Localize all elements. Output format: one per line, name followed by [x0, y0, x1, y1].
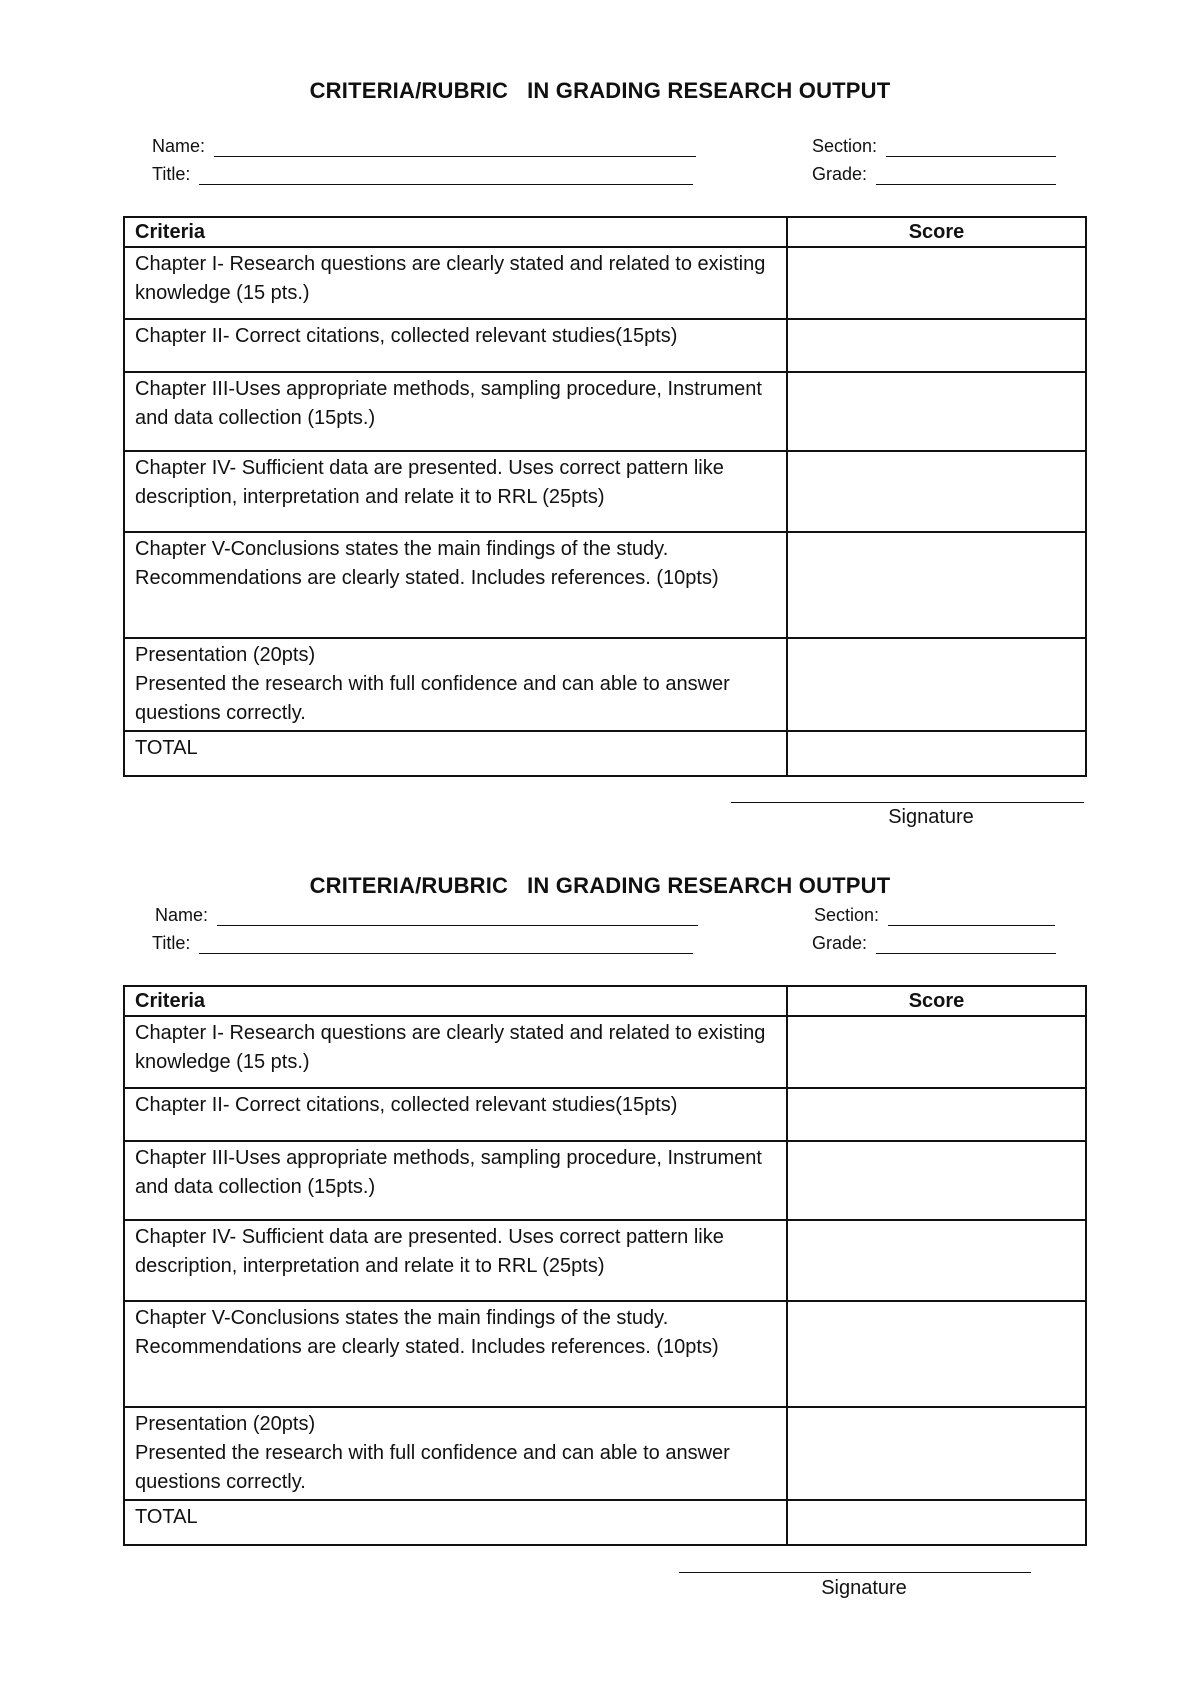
- signature-line[interactable]: [731, 802, 1084, 803]
- score-cell[interactable]: [787, 372, 1086, 451]
- presentation-heading: Presentation (20pts): [135, 1413, 316, 1435]
- criteria-cell: Chapter III-Uses appropriate methods, sampling procedure, Instrument and data collection (15pts.): [124, 372, 787, 451]
- score-cell[interactable]: [787, 1088, 1086, 1141]
- presentation-text: Presented the research with full confidence and can able to answer questions correctly.: [135, 673, 730, 724]
- table-row: [124, 451, 1086, 532]
- criteria-cell: [124, 1407, 787, 1500]
- table-header-row: [124, 986, 1086, 1016]
- name-field[interactable]: [152, 136, 696, 157]
- table-row: [124, 372, 1086, 451]
- signature-label: Signature: [888, 806, 974, 828]
- table-row: [124, 247, 1086, 319]
- criteria-cell: Chapter IV- Sufficient data are presented. Uses correct pattern like description, interpretation and relate it to RRL (25pts): [124, 1220, 787, 1301]
- score-cell[interactable]: [787, 451, 1086, 532]
- total-score-cell[interactable]: [787, 731, 1086, 776]
- score-cell[interactable]: [787, 1301, 1086, 1407]
- table-row: [124, 1088, 1086, 1141]
- grade-label: Grade:: [812, 933, 873, 953]
- score-header: Score: [787, 986, 1086, 1016]
- title-line[interactable]: [199, 166, 693, 185]
- grade-line[interactable]: [876, 935, 1056, 954]
- title-label: Title:: [152, 933, 196, 953]
- name-line[interactable]: [214, 138, 696, 157]
- criteria-cell: Chapter III-Uses appropriate methods, sampling procedure, Instrument and data collection (15pts.): [124, 1141, 787, 1220]
- name-line[interactable]: [217, 907, 698, 926]
- table-row: [124, 638, 1086, 731]
- criteria-cell: Chapter I- Research questions are clearly stated and related to existing knowledge (15 pts.): [124, 1016, 787, 1088]
- signature-line[interactable]: [679, 1572, 1031, 1573]
- form-title: CRITERIA/RUBRIC IN GRADING RESEARCH OUTPUT: [309, 78, 891, 103]
- total-label: TOTAL: [124, 731, 787, 776]
- score-cell[interactable]: [787, 319, 1086, 372]
- table-row: [124, 1301, 1086, 1407]
- title-field[interactable]: [152, 164, 693, 185]
- total-row: [124, 1500, 1086, 1545]
- score-cell[interactable]: [787, 247, 1086, 319]
- signature-label: Signature: [821, 1577, 907, 1599]
- criteria-header: Criteria: [124, 217, 787, 247]
- table-row: [124, 532, 1086, 638]
- table-row: [124, 1407, 1086, 1500]
- form-title: CRITERIA/RUBRIC IN GRADING RESEARCH OUTPUT: [309, 873, 891, 898]
- name-field[interactable]: [155, 905, 698, 926]
- score-cell[interactable]: [787, 1016, 1086, 1088]
- grade-field[interactable]: [812, 164, 1056, 185]
- criteria-cell: Chapter V-Conclusions states the main findings of the study. Recommendations are clearly stated. Includes references. (10pts): [124, 1301, 787, 1407]
- title-field[interactable]: [152, 933, 693, 954]
- section-label: Section:: [814, 905, 885, 925]
- section-field[interactable]: [812, 136, 1056, 157]
- table-header-row: [124, 217, 1086, 247]
- section-field[interactable]: [814, 905, 1055, 926]
- title-line[interactable]: [199, 935, 693, 954]
- grade-field[interactable]: [812, 933, 1056, 954]
- table-row: [124, 319, 1086, 372]
- presentation-heading: Presentation (20pts): [135, 644, 316, 666]
- criteria-header: Criteria: [124, 986, 787, 1016]
- total-label: TOTAL: [124, 1500, 787, 1545]
- grade-line[interactable]: [876, 166, 1056, 185]
- rubric-table: [123, 985, 1087, 1546]
- section-line[interactable]: [886, 138, 1056, 157]
- criteria-cell: Chapter II- Correct citations, collected relevant studies(15pts): [124, 1088, 787, 1141]
- total-score-cell[interactable]: [787, 1500, 1086, 1545]
- title-label: Title:: [152, 164, 196, 184]
- section-label: Section:: [812, 136, 883, 156]
- score-cell[interactable]: [787, 1220, 1086, 1301]
- score-cell[interactable]: [787, 1141, 1086, 1220]
- table-row: [124, 1016, 1086, 1088]
- section-line[interactable]: [888, 907, 1055, 926]
- criteria-cell: Chapter II- Correct citations, collected relevant studies(15pts): [124, 319, 787, 372]
- score-cell[interactable]: [787, 532, 1086, 638]
- name-label: Name:: [155, 905, 214, 925]
- grade-label: Grade:: [812, 164, 873, 184]
- score-header: Score: [787, 217, 1086, 247]
- criteria-cell: [124, 638, 787, 731]
- criteria-cell: Chapter V-Conclusions states the main findings of the study. Recommendations are clearly stated. Includes references. (10pts): [124, 532, 787, 638]
- presentation-text: Presented the research with full confidence and can able to answer questions correctly.: [135, 1442, 730, 1493]
- rubric-table: [123, 216, 1087, 777]
- table-row: [124, 1141, 1086, 1220]
- name-label: Name:: [152, 136, 211, 156]
- total-row: [124, 731, 1086, 776]
- table-row: [124, 1220, 1086, 1301]
- criteria-cell: Chapter I- Research questions are clearly stated and related to existing knowledge (15 pts.): [124, 247, 787, 319]
- score-cell[interactable]: [787, 638, 1086, 731]
- criteria-cell: Chapter IV- Sufficient data are presented. Uses correct pattern like description, interpretation and relate it to RRL (25pts): [124, 451, 787, 532]
- score-cell[interactable]: [787, 1407, 1086, 1500]
